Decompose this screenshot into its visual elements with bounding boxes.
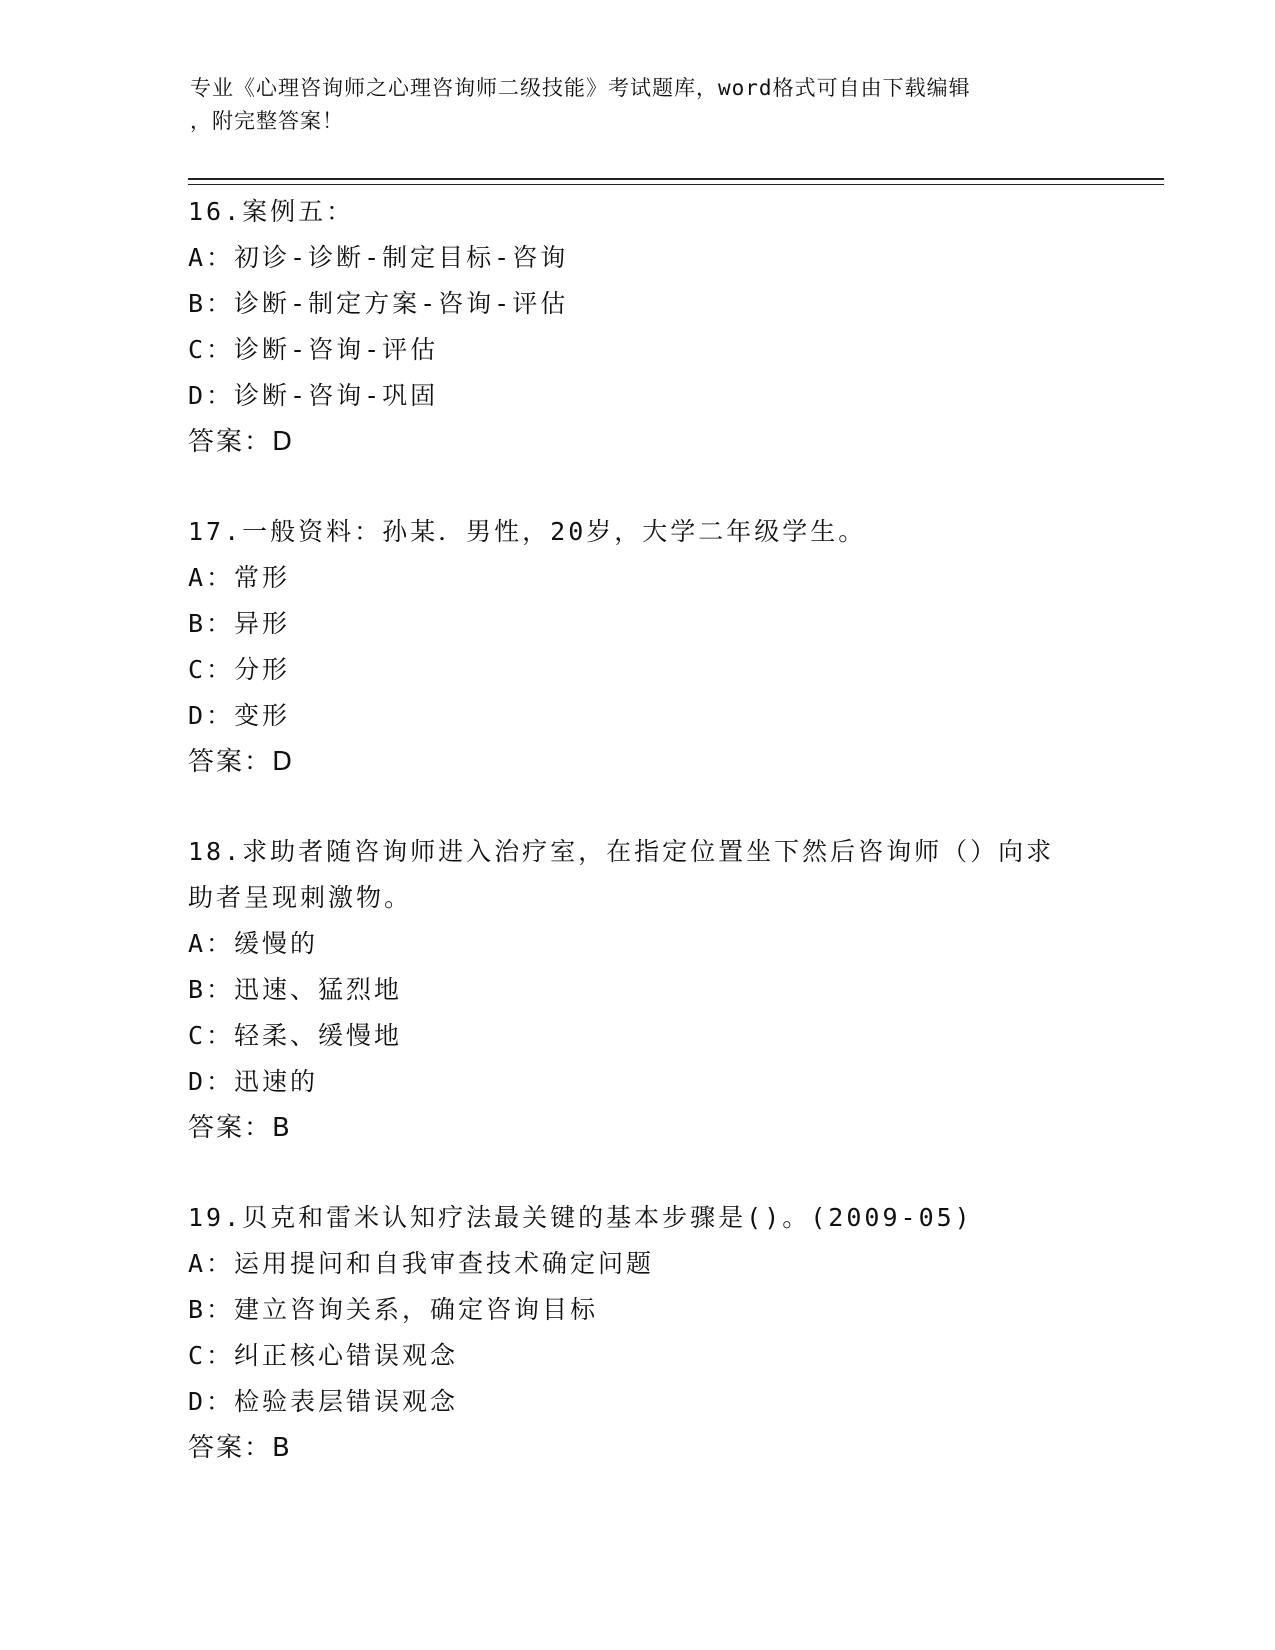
option-c: C：纠正核心错误观念 <box>188 1341 459 1370</box>
question-19 <box>188 1195 1088 1471</box>
option-b: B：迅速、猛烈地 <box>188 975 403 1004</box>
option-a: A：缓慢的 <box>188 929 319 958</box>
answer-line: 答案：D <box>188 427 295 457</box>
question-stem-continued: 助者呈现刺激物。 <box>188 883 413 912</box>
question-stem: 19.贝克和雷米认知疗法最关键的基本步骤是()。(2009-05) <box>188 1203 973 1232</box>
question-stem: 16.案例五： <box>188 197 355 226</box>
option-d: D：迅速的 <box>188 1067 319 1096</box>
option-c: C：分形 <box>188 655 291 684</box>
question-list <box>188 189 1088 1515</box>
header-rule-thin <box>188 184 1164 185</box>
option-b: B：异形 <box>188 609 291 638</box>
option-d: D：检验表层错误观念 <box>188 1387 459 1416</box>
question-16 <box>188 189 1088 465</box>
document-header <box>190 72 1090 138</box>
option-a: A：常形 <box>188 563 291 592</box>
question-17 <box>188 509 1088 785</box>
option-d: D：变形 <box>188 701 291 730</box>
option-c: C：诊断-咨询-评估 <box>188 335 439 364</box>
option-b: B：诊断-制定方案-咨询-评估 <box>188 289 569 318</box>
option-a: A：运用提问和自我审查技术确定问题 <box>188 1249 655 1278</box>
option-d: D：诊断-咨询-巩固 <box>188 381 439 410</box>
option-c: C：轻柔、缓慢地 <box>188 1021 403 1050</box>
header-line-2: ，附完整答案！ <box>190 109 344 133</box>
answer-line: 答案：D <box>188 747 295 777</box>
option-a: A：初诊-诊断-制定目标-咨询 <box>188 243 569 272</box>
header-line-1: 专业《心理咨询师之心理咨询师二级技能》考试题库，word格式可自由下载编辑 <box>190 76 971 100</box>
question-stem: 17.一般资料：孙某．男性，20岁，大学二年级学生。 <box>188 517 867 546</box>
question-18 <box>188 829 1088 1151</box>
question-stem: 18.求助者随咨询师进入治疗室，在指定位置坐下然后咨询师（）向求 <box>188 837 1055 866</box>
answer-line: 答案：B <box>188 1433 292 1463</box>
header-rule-thick <box>188 178 1164 180</box>
answer-line: 答案：B <box>188 1113 292 1143</box>
option-b: B：建立咨询关系，确定咨询目标 <box>188 1295 599 1324</box>
